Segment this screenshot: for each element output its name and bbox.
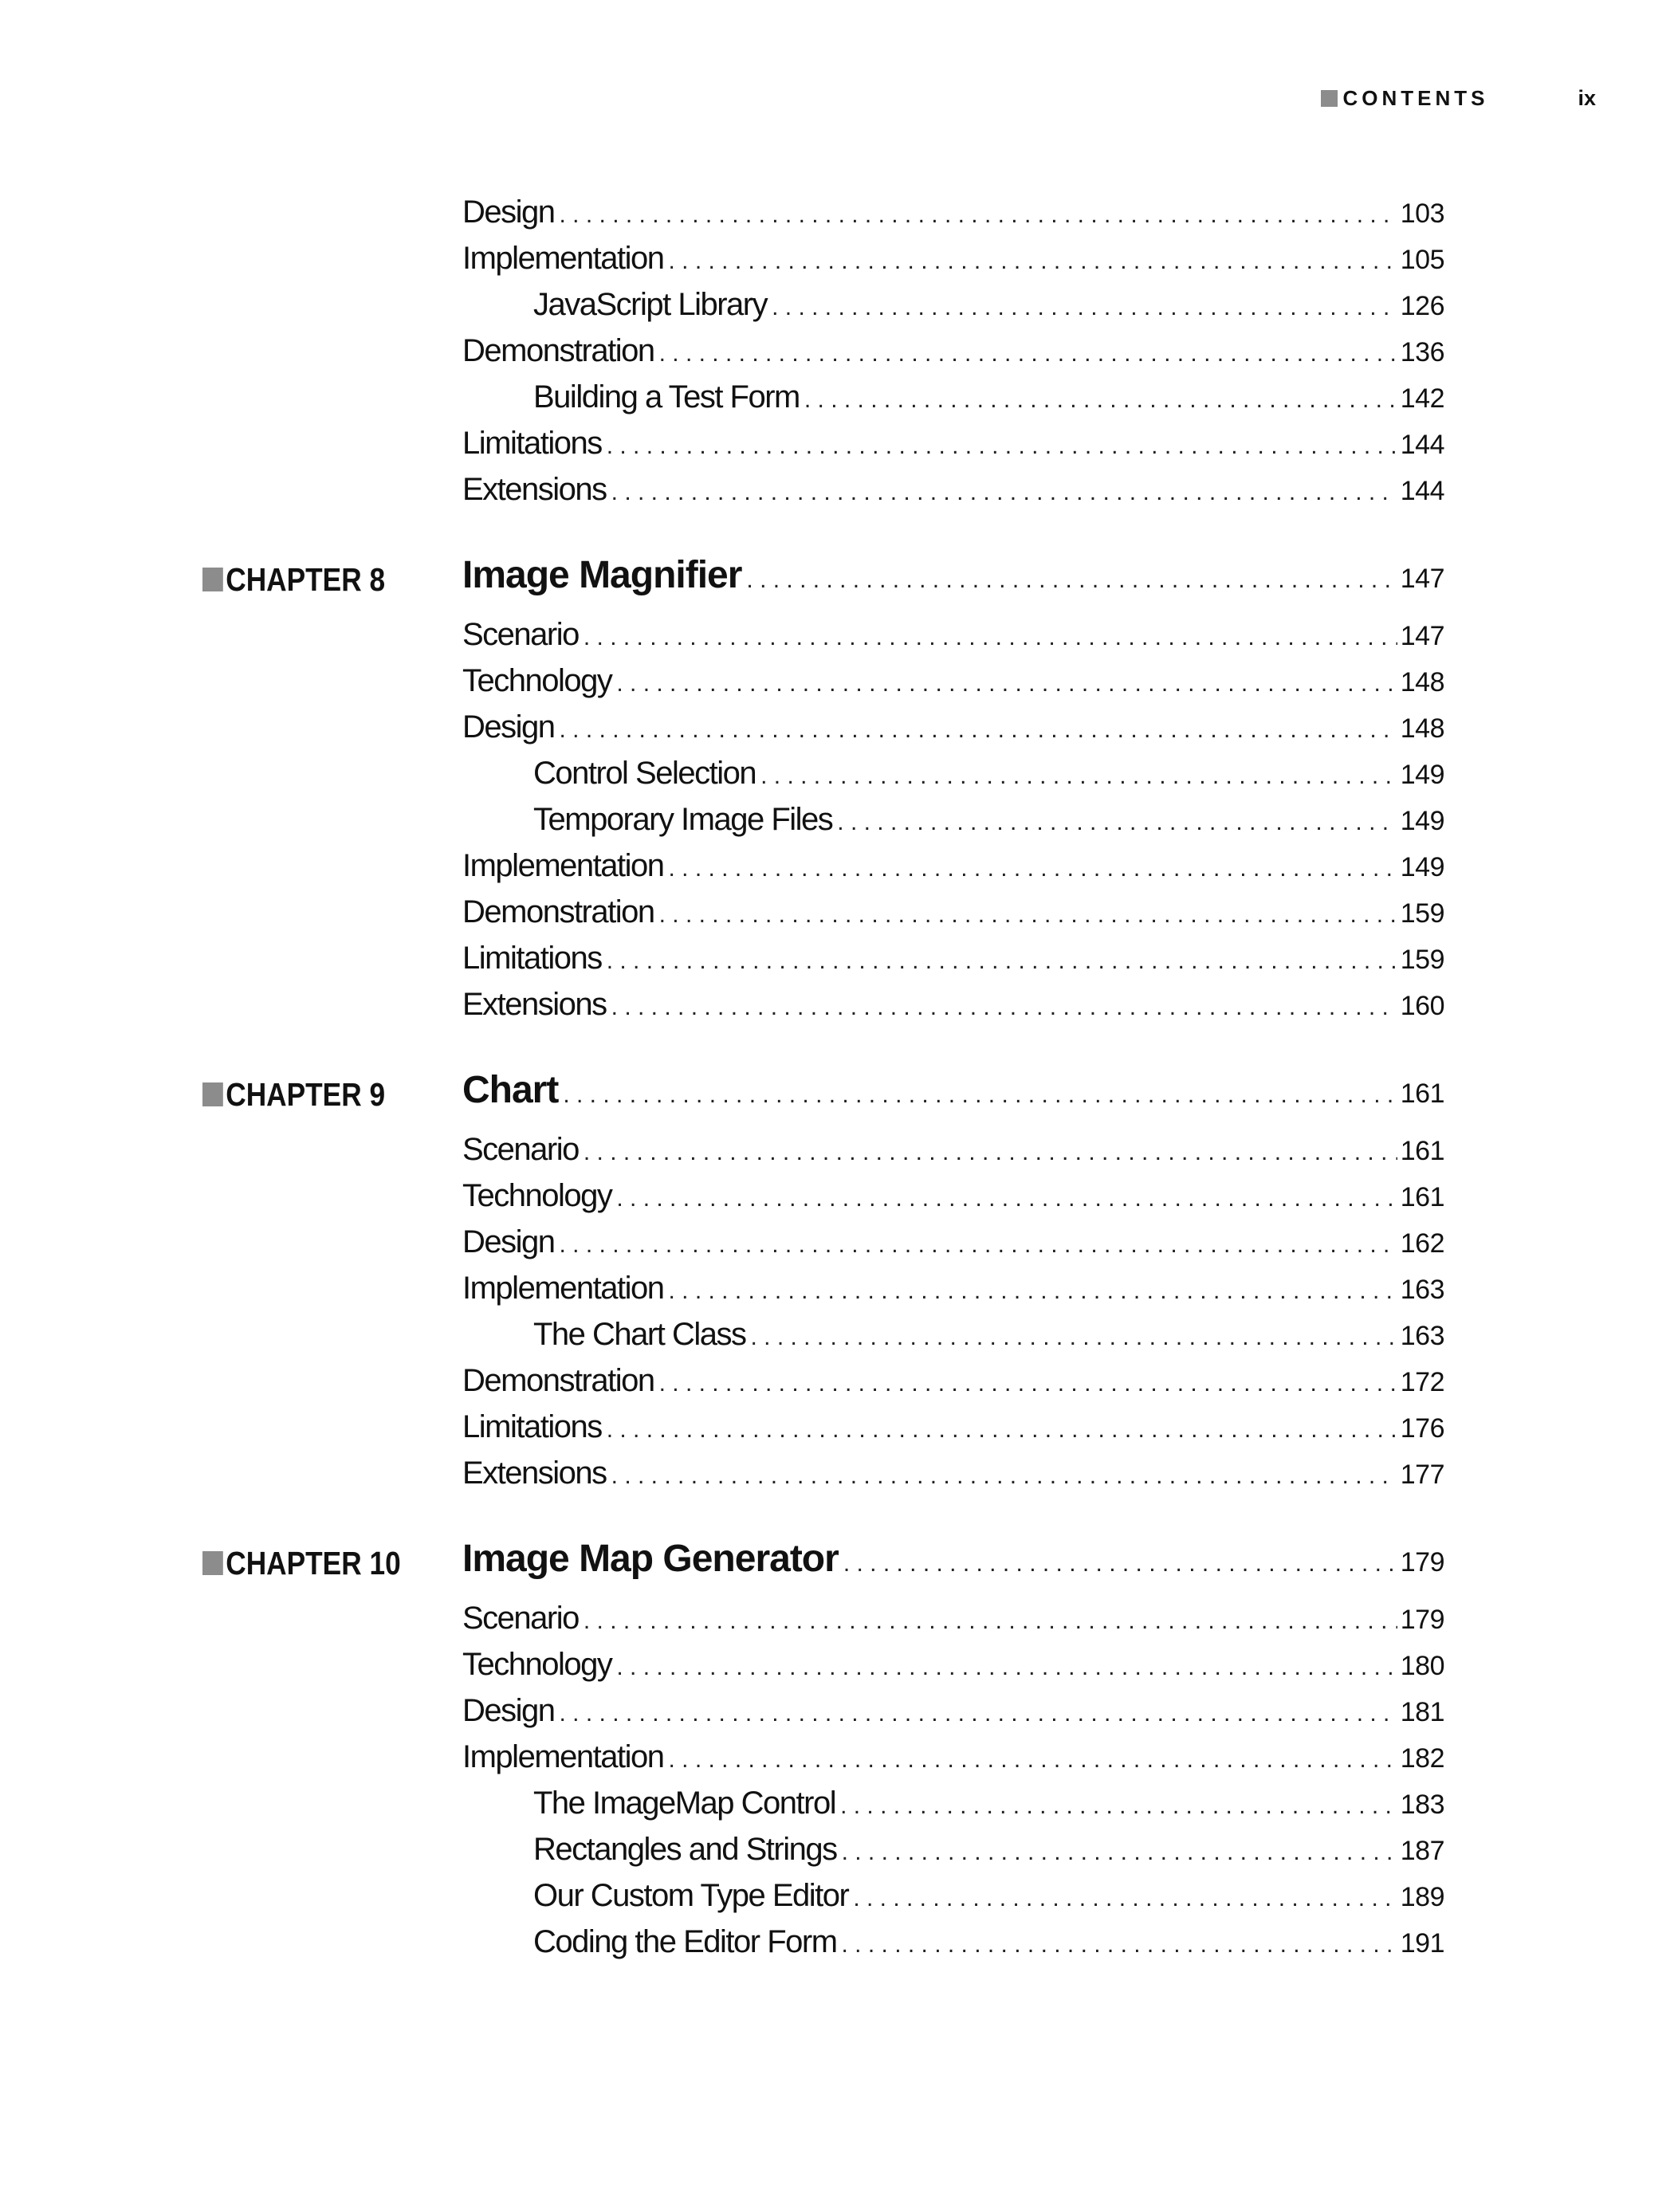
page-number: 148 [1400, 667, 1444, 697]
toc-entry[interactable] [462, 617, 1444, 663]
entry-title: Extensions [462, 987, 607, 1022]
dot-leader [804, 387, 1397, 414]
dot-leader [840, 1793, 1397, 1820]
toc-entry[interactable] [462, 1647, 1444, 1693]
page-number: 149 [1400, 852, 1444, 882]
toc-entry[interactable] [462, 1601, 1444, 1647]
entry-title: Design [462, 194, 555, 230]
entry-title: Limitations [462, 1409, 602, 1444]
dot-leader [772, 294, 1397, 321]
toc-entry[interactable] [462, 1271, 1444, 1317]
toc-entry[interactable] [462, 709, 1444, 756]
chapter-title-entry[interactable] [462, 553, 1444, 606]
toc-entry[interactable] [462, 1409, 1444, 1456]
toc-entry[interactable] [462, 1178, 1444, 1224]
toc-subentry[interactable] [533, 1317, 1444, 1363]
dot-leader [616, 1654, 1397, 1681]
entry-title: Scenario [462, 1132, 579, 1167]
page-number: 147 [1400, 564, 1444, 594]
entry-title: The ImageMap Control [533, 1786, 836, 1821]
entry-title: Implementation [462, 241, 664, 276]
page-folio: ix [1578, 86, 1596, 110]
toc-subentry[interactable] [533, 1878, 1444, 1924]
page-number: 126 [1400, 291, 1444, 321]
entry-title: Demonstration [462, 333, 654, 368]
toc-entry[interactable] [462, 426, 1444, 472]
chapter-marker-square [202, 1551, 223, 1575]
dot-leader [746, 567, 1397, 594]
page-number: 177 [1400, 1460, 1444, 1490]
dot-leader [750, 1324, 1397, 1351]
running-head [1321, 86, 1596, 111]
dot-leader [611, 994, 1397, 1021]
entry-title: Our Custom Type Editor [533, 1878, 849, 1913]
dot-leader [842, 1839, 1397, 1866]
toc-entry[interactable] [462, 1739, 1444, 1786]
entry-title: Coding the Editor Form [533, 1924, 837, 1959]
table-of-contents [0, 194, 1674, 1970]
dot-leader [616, 670, 1397, 697]
chapter-marker-square [202, 568, 223, 591]
entry-title: Implementation [462, 1271, 664, 1306]
dot-leader [853, 1885, 1397, 1912]
dot-leader [668, 1278, 1397, 1305]
page-number: 161 [1400, 1182, 1444, 1212]
page-number: 142 [1400, 383, 1444, 414]
chapter-title: Chart [462, 1069, 559, 1111]
toc-subentry[interactable] [533, 1924, 1444, 1970]
entry-title: Rectangles and Strings [533, 1832, 837, 1867]
chapter-label-text: CHAPTER 8 [226, 560, 386, 598]
page-number: 148 [1400, 713, 1444, 744]
entry-title: Design [462, 1224, 555, 1259]
entry-title: Technology [462, 1647, 612, 1682]
dot-leader [843, 1550, 1397, 1577]
dot-leader [616, 1185, 1397, 1212]
page-number: 183 [1400, 1790, 1444, 1820]
toc-entry[interactable] [462, 194, 1444, 241]
dot-leader [842, 1931, 1397, 1959]
chapter-group [0, 553, 1674, 1033]
page-number: 172 [1400, 1367, 1444, 1397]
page-number: 161 [1400, 1136, 1444, 1166]
toc-entry[interactable] [462, 1693, 1444, 1739]
page-number: 182 [1400, 1743, 1444, 1774]
section-label: CONTENTS [1342, 86, 1489, 110]
chapter-label [202, 561, 385, 599]
dot-leader [584, 624, 1397, 651]
toc-subentry[interactable] [533, 802, 1444, 848]
page-number: 160 [1400, 991, 1444, 1021]
dot-leader [611, 479, 1397, 506]
entry-title: Temporary Image Files [533, 802, 833, 837]
page-number: 179 [1400, 1605, 1444, 1635]
page-number: 159 [1400, 945, 1444, 975]
dot-leader [668, 1746, 1397, 1774]
page-number: 105 [1400, 245, 1444, 275]
dot-leader [668, 248, 1397, 275]
chapter-heading [0, 553, 1674, 606]
entry-title: Limitations [462, 426, 602, 461]
entry-title: Demonstration [462, 1363, 654, 1398]
entry-title: Extensions [462, 472, 607, 507]
chapter-group [0, 1068, 1674, 1502]
dot-leader [584, 1608, 1397, 1635]
page-number: 103 [1400, 198, 1444, 229]
chapter-title: Image Map Generator [462, 1538, 839, 1580]
intro-section-entries [0, 194, 1674, 518]
entry-title: JavaScript Library [533, 287, 768, 322]
dot-leader [668, 855, 1397, 882]
dot-leader [659, 902, 1397, 929]
chapter-marker-square [202, 1082, 223, 1106]
page-number: 162 [1400, 1228, 1444, 1259]
entry-title: Technology [462, 1178, 612, 1213]
toc-entry[interactable] [462, 241, 1444, 287]
chapter-label-text: CHAPTER 10 [226, 1544, 401, 1581]
dot-leader [560, 1700, 1397, 1727]
dot-leader [607, 1416, 1397, 1444]
toc-entry[interactable] [462, 1132, 1444, 1178]
toc-subentry[interactable] [533, 756, 1444, 802]
chapter-title: Image Magnifier [462, 554, 742, 596]
entry-title: Design [462, 1693, 555, 1728]
entry-title: Scenario [462, 617, 579, 652]
chapter-label-text: CHAPTER 9 [226, 1075, 386, 1113]
chapter-label [202, 1076, 385, 1114]
page-number: 159 [1400, 898, 1444, 929]
dot-leader [607, 433, 1397, 460]
toc-entry[interactable] [462, 1456, 1444, 1502]
page-number: 176 [1400, 1413, 1444, 1444]
toc-entry[interactable] [462, 333, 1444, 379]
chapter-group [0, 1537, 1674, 1970]
chapter-label [202, 1545, 401, 1582]
page-number: 144 [1400, 430, 1444, 460]
entry-title: Demonstration [462, 894, 654, 929]
toc-subentry[interactable] [533, 287, 1444, 333]
dot-leader [659, 340, 1397, 367]
page-number: 144 [1400, 476, 1444, 506]
chapter-heading [0, 1068, 1674, 1121]
toc-entry[interactable] [462, 663, 1444, 709]
toc-entry[interactable] [462, 987, 1444, 1033]
entry-title: Control Selection [533, 756, 756, 791]
page-number: 189 [1400, 1882, 1444, 1912]
page-number: 187 [1400, 1836, 1444, 1866]
page-number: 163 [1400, 1321, 1444, 1351]
toc-entry[interactable] [462, 941, 1444, 987]
page-number: 161 [1400, 1078, 1444, 1109]
dot-leader [560, 717, 1397, 744]
page-number: 191 [1400, 1928, 1444, 1959]
dot-leader [607, 948, 1397, 975]
page-number: 163 [1400, 1275, 1444, 1305]
chapter-title-entry[interactable] [462, 1068, 1444, 1121]
page-number: 147 [1400, 621, 1444, 651]
toc-entry[interactable] [462, 848, 1444, 894]
page-number: 179 [1400, 1547, 1444, 1577]
toc-subentry[interactable] [533, 1786, 1444, 1832]
dot-leader [659, 1370, 1397, 1397]
entry-title: The Chart Class [533, 1317, 746, 1352]
entry-title: Extensions [462, 1456, 607, 1491]
dot-leader [837, 809, 1397, 836]
dot-leader [760, 763, 1397, 790]
entry-title: Implementation [462, 1739, 664, 1774]
chapter-heading [0, 1537, 1674, 1589]
entry-title: Limitations [462, 941, 602, 976]
toc-entry[interactable] [462, 894, 1444, 941]
toc-subentry[interactable] [533, 1832, 1444, 1878]
toc-entry[interactable] [462, 472, 1444, 518]
toc-entry[interactable] [462, 1363, 1444, 1409]
dot-leader [560, 1232, 1397, 1259]
chapter-title-entry[interactable] [462, 1537, 1444, 1589]
dot-leader [611, 1463, 1397, 1490]
page-number: 136 [1400, 337, 1444, 367]
dot-leader [584, 1139, 1397, 1166]
page-number: 180 [1400, 1651, 1444, 1681]
dot-leader [560, 202, 1397, 229]
entry-title: Building a Test Form [533, 379, 800, 415]
entry-title: Technology [462, 663, 612, 698]
dot-leader [563, 1082, 1397, 1109]
toc-entry[interactable] [462, 1224, 1444, 1271]
entry-title: Scenario [462, 1601, 579, 1636]
entry-title: Design [462, 709, 555, 745]
page-number: 149 [1400, 760, 1444, 790]
section-marker-square [1321, 90, 1338, 107]
toc-subentry[interactable] [533, 379, 1444, 426]
page-number: 149 [1400, 806, 1444, 836]
page-number: 181 [1400, 1697, 1444, 1727]
entry-title: Implementation [462, 848, 664, 883]
